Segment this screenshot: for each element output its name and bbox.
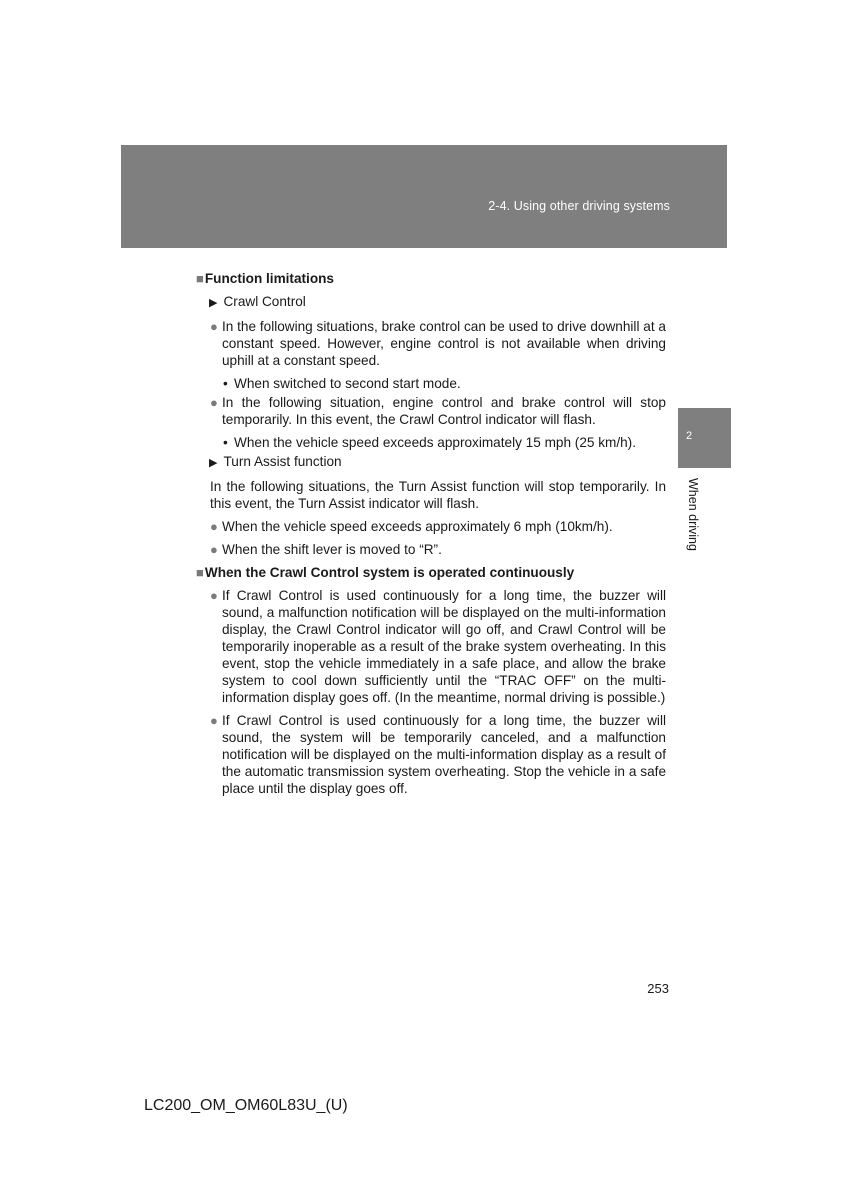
chapter-tab	[678, 408, 731, 468]
bullet-item	[196, 541, 666, 558]
chapter-label: When driving	[686, 478, 700, 551]
bullet-item	[196, 394, 666, 428]
page-number: 253	[647, 981, 669, 996]
bullet-item	[196, 518, 666, 535]
bullet-text: When the shift lever is moved to “R”.	[222, 542, 442, 557]
subheading-text: Turn Assist function	[223, 454, 342, 469]
bullet-text: If Crawl Control is used continuously for a long time, the buzzer will sound, the system will be temporarily canceled, and a malfunction notification will be displayed on the multi-information display as a result of the automatic transmission system overheating. Stop the vehicle in a safe place until the display goes off.	[222, 713, 666, 796]
circle-bullet-icon: ●	[210, 319, 218, 334]
bullet-text: In the following situation, engine control and brake control will stop temporarily. In this event, the Crawl Control indicator will flash.	[222, 395, 666, 427]
dot-item	[196, 434, 666, 451]
subheading-turn-assist	[209, 453, 666, 472]
square-bullet-icon: ■	[196, 565, 204, 580]
subheading-crawl-control	[209, 293, 666, 312]
heading-text: Function limitations	[204, 271, 334, 286]
paragraph: In the following situations, the Turn Assist function will stop temporarily. In this event, the Turn Assist indicator will flash.	[210, 479, 666, 511]
section-title: 2-4. Using other driving systems	[488, 199, 670, 213]
circle-bullet-icon: ●	[210, 713, 218, 728]
bullet-text: In the following situations, brake control can be used to drive downhill at a constant speed. However, engine control is not available when driving uphill at a constant speed.	[222, 319, 666, 368]
circle-bullet-icon: ●	[210, 395, 218, 410]
dot-text: When switched to second start mode.	[234, 376, 461, 391]
heading-crawl-continuous	[196, 564, 666, 581]
chapter-number: 2	[686, 430, 693, 442]
circle-bullet-icon: ●	[210, 519, 218, 534]
bullet-text: If Crawl Control is used continuously for a long time, the buzzer will sound, a malfunction notification will be displayed on the multi-information display, the Crawl Control indicator will go off, and Crawl Control will be temporarily inoperable as a result of the brake system overheating. In this event, stop the vehicle immediately in a safe place, and allow the brake system to cool down sufficiently until the “TRAC OFF” on the multi-information display goes off. (In the meantime, normal driving is possible.)	[222, 588, 666, 705]
subheading-text: Crawl Control	[223, 294, 306, 309]
dot-text: When the vehicle speed exceeds approximately 15 mph (25 km/h).	[234, 435, 636, 450]
small-dot-icon: •	[223, 376, 228, 391]
heading-function-limitations	[196, 270, 666, 287]
square-bullet-icon: ■	[196, 271, 204, 286]
bullet-text: When the vehicle speed exceeds approximately 6 mph (10km/h).	[222, 519, 613, 534]
bullet-item	[196, 587, 666, 706]
small-dot-icon: •	[223, 435, 228, 450]
triangle-icon: ▶	[209, 457, 218, 469]
dot-item	[196, 375, 666, 392]
bullet-item	[196, 318, 666, 369]
bullet-item	[196, 712, 666, 797]
page-content	[196, 270, 666, 803]
document-code: LC200_OM_OM60L83U_(U)	[144, 1097, 348, 1114]
triangle-icon: ▶	[209, 297, 218, 309]
heading-text: When the Crawl Control system is operated continuously	[204, 565, 575, 580]
header-band	[121, 145, 727, 248]
circle-bullet-icon: ●	[210, 588, 218, 603]
circle-bullet-icon: ●	[210, 542, 218, 557]
